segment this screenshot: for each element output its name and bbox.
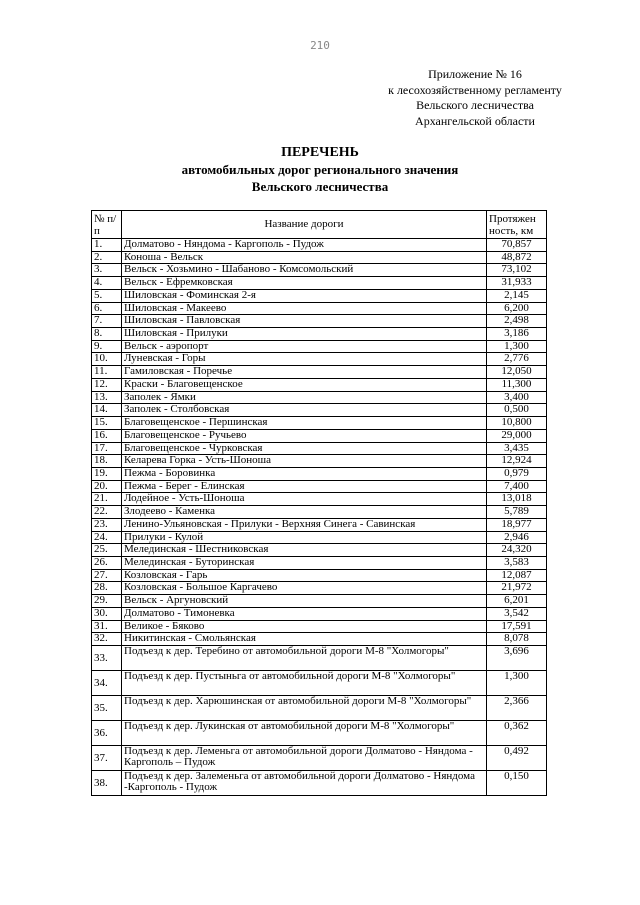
table-row	[92, 277, 547, 290]
road-length: 0,500	[487, 404, 547, 417]
road-name: Подъезд к дер. Пустыньга от автомобильной дороги М-8 "Холмогоры"	[122, 671, 487, 696]
row-number: 36.	[92, 721, 122, 746]
appendix-note	[360, 67, 590, 129]
road-length: 2,946	[487, 531, 547, 544]
row-number: 12.	[92, 378, 122, 391]
row-number: 18.	[92, 455, 122, 468]
road-length: 3,583	[487, 556, 547, 569]
row-number: 5.	[92, 289, 122, 302]
road-name: Прилуки - Кулой	[122, 531, 487, 544]
road-length: 10,800	[487, 417, 547, 430]
table-row	[92, 340, 547, 353]
road-name: Луневская - Горы	[122, 353, 487, 366]
road-name: Заполек - Ямки	[122, 391, 487, 404]
road-length: 24,320	[487, 544, 547, 557]
road-length: 8,078	[487, 633, 547, 646]
table-row	[92, 429, 547, 442]
road-length: 73,102	[487, 264, 547, 277]
page-number: 210	[310, 39, 330, 52]
table-row	[92, 607, 547, 620]
row-number: 23.	[92, 518, 122, 531]
table-row	[92, 582, 547, 595]
road-name: Долматово - Тимоневка	[122, 607, 487, 620]
road-length: 0,362	[487, 721, 547, 746]
row-number: 35.	[92, 696, 122, 721]
row-number: 15.	[92, 417, 122, 430]
table-row	[92, 366, 547, 379]
row-number: 25.	[92, 544, 122, 557]
road-name: Шиловская - Павловская	[122, 315, 487, 328]
row-number: 6.	[92, 302, 122, 315]
row-number: 1.	[92, 239, 122, 252]
road-name: Злодеево - Каменка	[122, 506, 487, 519]
road-name: Вельск - Ефремковская	[122, 277, 487, 290]
road-name: Краски - Благовещенское	[122, 378, 487, 391]
row-number: 30.	[92, 607, 122, 620]
table-row	[92, 595, 547, 608]
row-number: 27.	[92, 569, 122, 582]
road-length: 6,200	[487, 302, 547, 315]
row-number: 9.	[92, 340, 122, 353]
road-length: 3,696	[487, 646, 547, 671]
road-length: 3,542	[487, 607, 547, 620]
table-row	[92, 531, 547, 544]
table-row	[92, 353, 547, 366]
road-name: Лодейное - Усть-Шоноша	[122, 493, 487, 506]
table-row	[92, 480, 547, 493]
table-row	[92, 442, 547, 455]
road-name: Коноша - Вельск	[122, 251, 487, 264]
table-row	[92, 696, 547, 721]
table-row	[92, 646, 547, 671]
road-name: Благовещенское - Ручьево	[122, 429, 487, 442]
row-number: 13.	[92, 391, 122, 404]
road-name: Подъезд к дер. Харюшинская от автомобильной дороги М-8 "Холмогоры"	[122, 696, 487, 721]
road-name: Вельск - Хозьмино - Шабаново - Комсомольский	[122, 264, 487, 277]
header-number: № п/п	[92, 211, 122, 239]
table-row	[92, 633, 547, 646]
table-row	[92, 620, 547, 633]
table-row	[92, 239, 547, 252]
row-number: 20.	[92, 480, 122, 493]
row-number: 2.	[92, 251, 122, 264]
table-row	[92, 544, 547, 557]
road-length: 3,400	[487, 391, 547, 404]
appendix-line: к лесохозяйственному регламенту	[388, 82, 562, 97]
table-row	[92, 671, 547, 696]
table-row	[92, 556, 547, 569]
road-name: Долматово - Няндома - Каргополь - Пудож	[122, 239, 487, 252]
road-name: Заполек - Столбовская	[122, 404, 487, 417]
row-number: 37.	[92, 746, 122, 771]
road-name: Подъезд к дер. Залеменьга от автомобильной дороги Долматово - Няндома -Каргополь - Пудож	[122, 771, 487, 796]
road-length: 1,300	[487, 340, 547, 353]
table-row	[92, 315, 547, 328]
road-length: 12,924	[487, 455, 547, 468]
road-length: 6,201	[487, 595, 547, 608]
road-length: 18,977	[487, 518, 547, 531]
road-length: 2,145	[487, 289, 547, 302]
appendix-line: Архангельской области	[415, 113, 535, 128]
road-length: 11,300	[487, 378, 547, 391]
road-length: 21,972	[487, 582, 547, 595]
road-name: Шиловская - Прилуки	[122, 328, 487, 341]
road-length: 70,857	[487, 239, 547, 252]
road-name: Шиловская - Фоминская 2-я	[122, 289, 487, 302]
row-number: 7.	[92, 315, 122, 328]
document-title	[0, 144, 640, 195]
road-length: 13,018	[487, 493, 547, 506]
table-row	[92, 506, 547, 519]
title-line: автомобильных дорог регионального значения	[181, 162, 459, 177]
row-number: 29.	[92, 595, 122, 608]
header-length: Протяжен ность, км	[487, 211, 547, 239]
row-number: 14.	[92, 404, 122, 417]
road-name: Вельск - Аргуновский	[122, 595, 487, 608]
road-length: 12,087	[487, 569, 547, 582]
appendix-line: Приложение № 16	[428, 67, 522, 81]
table-row	[92, 378, 547, 391]
table-header-row	[92, 211, 547, 239]
row-number: 17.	[92, 442, 122, 455]
road-length: 12,050	[487, 366, 547, 379]
table-row	[92, 404, 547, 417]
road-name: Ленино-Ульяновская - Прилуки - Верхняя Синега - Савинская	[122, 518, 487, 531]
row-number: 16.	[92, 429, 122, 442]
row-number: 28.	[92, 582, 122, 595]
road-name: Подъезд к дер. Теребино от автомобильной дороги М-8 "Холмогоры"	[122, 646, 487, 671]
road-name: Мелединская - Шестниковская	[122, 544, 487, 557]
road-name: Пежма - Берег - Елинская	[122, 480, 487, 493]
table-row	[92, 569, 547, 582]
table-row	[92, 391, 547, 404]
road-length: 0,492	[487, 746, 547, 771]
row-number: 33.	[92, 646, 122, 671]
road-length: 5,789	[487, 506, 547, 519]
table-row	[92, 493, 547, 506]
road-name: Подъезд к дер. Лукинская от автомобильной дороги М-8 "Холмогоры"	[122, 721, 487, 746]
table-row	[92, 455, 547, 468]
row-number: 21.	[92, 493, 122, 506]
table-row	[92, 467, 547, 480]
table-row	[92, 721, 547, 746]
road-name: Вельск - аэропорт	[122, 340, 487, 353]
road-length: 1,300	[487, 671, 547, 696]
row-number: 4.	[92, 277, 122, 290]
road-length: 3,435	[487, 442, 547, 455]
road-length: 48,872	[487, 251, 547, 264]
road-length: 2,776	[487, 353, 547, 366]
road-length: 31,933	[487, 277, 547, 290]
row-number: 11.	[92, 366, 122, 379]
road-name: Мелединская - Буторинская	[122, 556, 487, 569]
title-line: ПЕРЕЧЕНЬ	[281, 145, 359, 160]
road-name: Благовещенское - Чурковская	[122, 442, 487, 455]
row-number: 34.	[92, 671, 122, 696]
road-length: 3,186	[487, 328, 547, 341]
road-length: 0,979	[487, 467, 547, 480]
table-row	[92, 251, 547, 264]
road-name: Великое - Бяково	[122, 620, 487, 633]
road-name: Подъезд к дер. Леменьга от автомобильной дороги Долматово - Няндома - Каргополь – Пудож	[122, 746, 487, 771]
road-length: 2,498	[487, 315, 547, 328]
road-name: Козловская - Гарь	[122, 569, 487, 582]
road-name: Келарева Горка - Усть-Шоноша	[122, 455, 487, 468]
row-number: 3.	[92, 264, 122, 277]
road-length: 0,150	[487, 771, 547, 796]
row-number: 38.	[92, 771, 122, 796]
road-length: 7,400	[487, 480, 547, 493]
row-number: 10.	[92, 353, 122, 366]
row-number: 19.	[92, 467, 122, 480]
header-road-name: Название дороги	[122, 211, 487, 239]
row-number: 24.	[92, 531, 122, 544]
road-length: 29,000	[487, 429, 547, 442]
road-length: 2,366	[487, 696, 547, 721]
row-number: 26.	[92, 556, 122, 569]
roads-table	[91, 210, 547, 796]
table-row	[92, 328, 547, 341]
table-row	[92, 264, 547, 277]
title-line: Вельского лесничества	[251, 179, 389, 194]
appendix-line: Вельского лесничества	[416, 98, 534, 112]
table-row	[92, 746, 547, 771]
row-number: 8.	[92, 328, 122, 341]
table-row	[92, 417, 547, 430]
row-number: 22.	[92, 506, 122, 519]
road-name: Никитинская - Смольянская	[122, 633, 487, 646]
road-name: Козловская - Большое Каргачево	[122, 582, 487, 595]
row-number: 32.	[92, 633, 122, 646]
table-row	[92, 289, 547, 302]
road-name: Гамиловская - Поречье	[122, 366, 487, 379]
road-name: Пежма - Боровинка	[122, 467, 487, 480]
table-row	[92, 518, 547, 531]
table-row	[92, 302, 547, 315]
road-name: Благовещенское - Першинская	[122, 417, 487, 430]
road-length: 17,591	[487, 620, 547, 633]
table-row	[92, 771, 547, 796]
road-name: Шиловская - Макеево	[122, 302, 487, 315]
row-number: 31.	[92, 620, 122, 633]
